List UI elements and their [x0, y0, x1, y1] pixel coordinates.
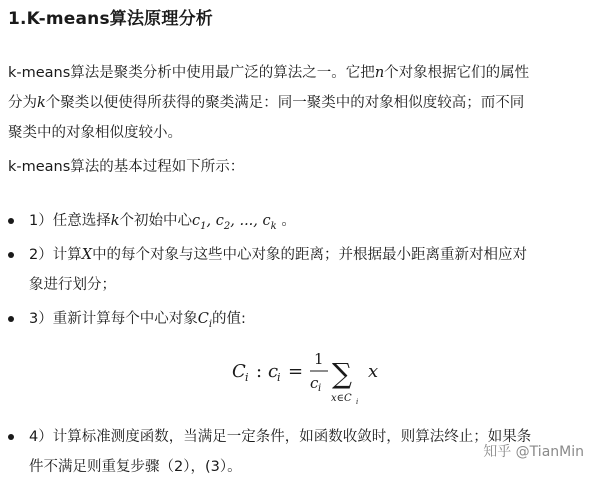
- svg-text:i: i: [356, 398, 359, 406]
- bullet-icon: [8, 218, 14, 224]
- svg-text:∑: ∑: [332, 357, 352, 390]
- svg-text::: :: [256, 361, 263, 382]
- section-title: 1.K-means算法原理分析: [8, 9, 213, 29]
- article-page: 1.K-means算法原理分析 k-means算法是聚类分析中使用最广泛的算法之一。它把n个对象根据它们的属性 分为k个聚类以便使得所获得的聚类满足：同一聚类中的对象相似度较高；而不同 聚类中的对象相似度较小。 k-means算法的基本过程如下所示： 1）任意选择k个初始中心$c_1$, $c_2$, ..., $c_k$ 。 2）计算X中的每个对象与这些中心对象的距离；并根据最小距离重新对相应对 象进行划分； 3）重新计算每个中心对象$C_i$的值: 4）计算标准测度函数，当满足一定条件，如函数收敛时，则算法终止；如果条 件不满足则重复步骤（2），(3）。 C i : c i = 1 c i ∑ x∈C i x 知乎 @TianMin: [0, 0, 592, 483]
- svg-text:x: x: [368, 361, 379, 382]
- svg-text:i: i: [245, 371, 249, 384]
- svg-text:C: C: [232, 361, 246, 382]
- process-intro: k-means算法的基本过程如下所示：: [8, 159, 245, 175]
- svg-text:c: c: [268, 361, 279, 382]
- svg-text:i: i: [318, 383, 322, 394]
- svg-text:1: 1: [314, 350, 324, 368]
- intro-line-2: 分为k个聚类以便使得所获得的聚类满足：同一聚类中的对象相似度较高；而不同: [8, 95, 525, 111]
- watermark: 知乎 @TianMin: [483, 444, 584, 460]
- bullet-icon: [8, 434, 14, 440]
- svg-text:i: i: [277, 371, 281, 384]
- svg-text:c: c: [310, 374, 319, 392]
- intro-paragraph: [8, 58, 588, 148]
- svg-text:x∈C: x∈C: [331, 393, 352, 404]
- intro-line-1: k-means算法是聚类分析中使用最广泛的算法之一。它把n个对象根据它们的属性: [8, 65, 530, 81]
- intro-line-3: 聚类中的对象相似度较小。: [8, 125, 182, 141]
- bullet-icon: [8, 252, 14, 258]
- centroid-formula: [230, 346, 390, 406]
- svg-text:=: =: [288, 361, 304, 382]
- bullet-icon: [8, 316, 14, 322]
